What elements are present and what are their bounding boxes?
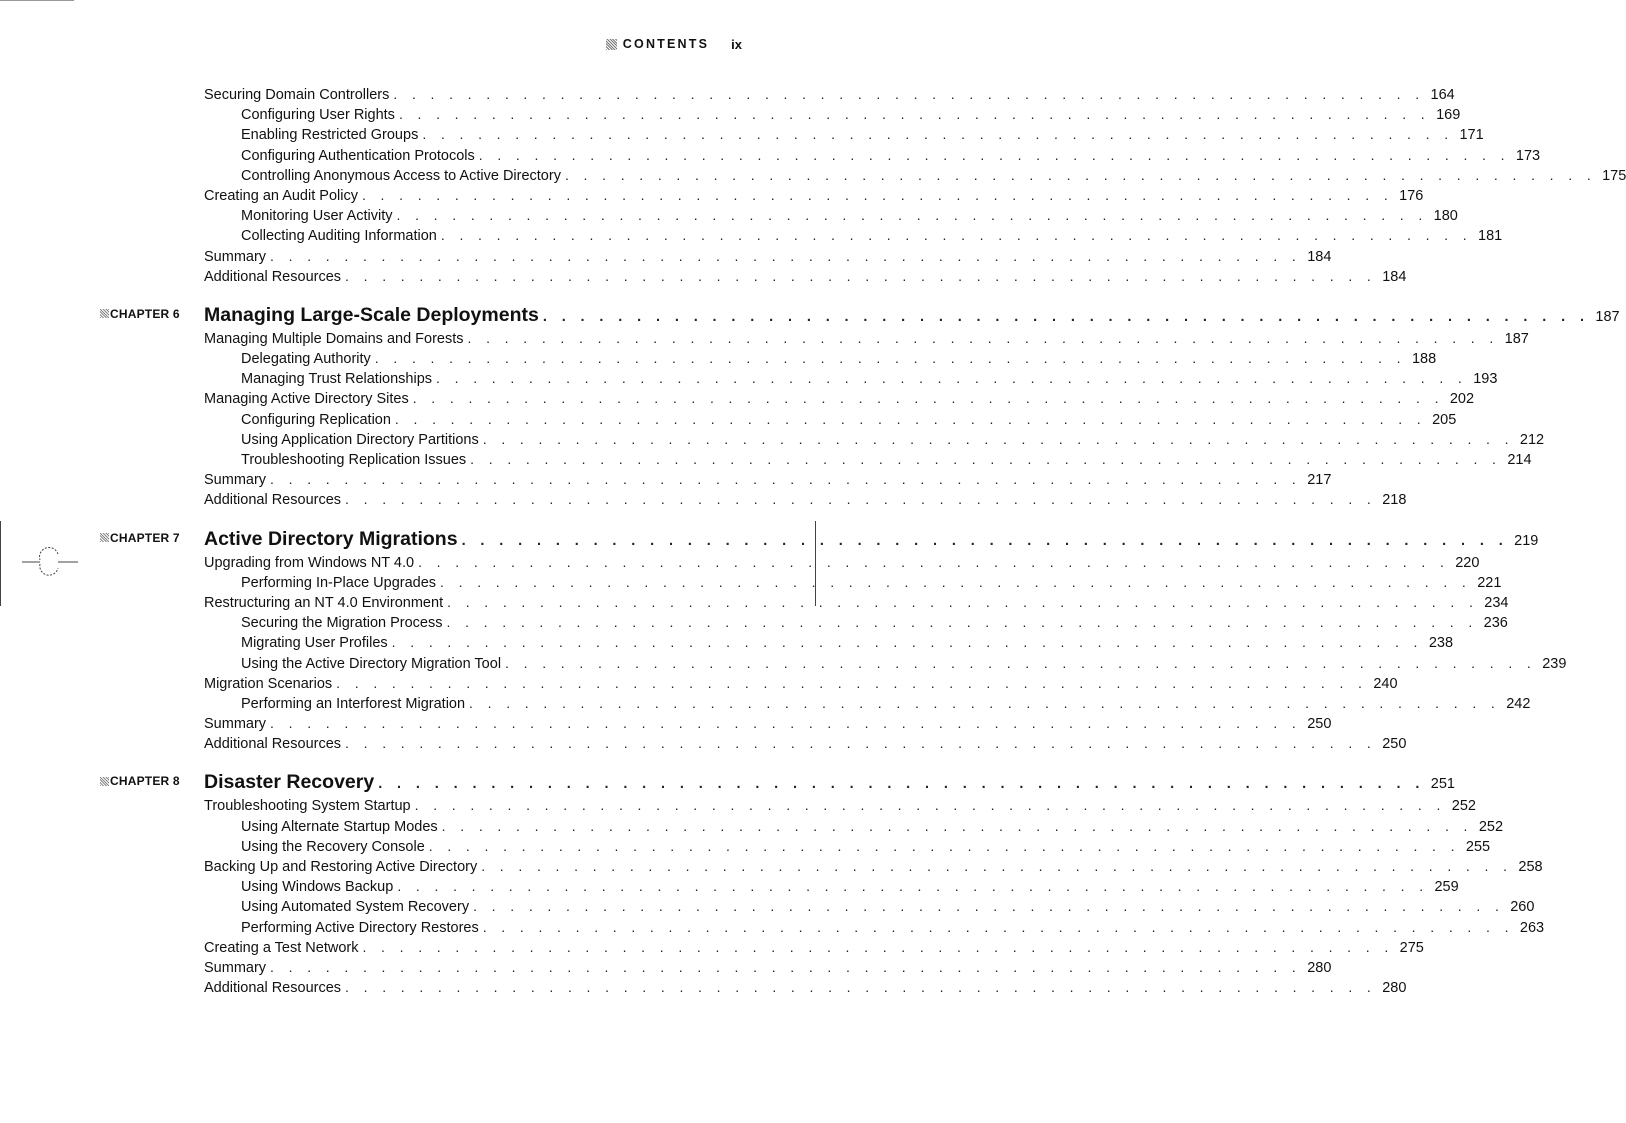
toc-page-number: 188 [1411, 351, 1437, 368]
toc-entry[interactable] [241, 225, 1503, 245]
toc-entry[interactable] [241, 816, 1504, 836]
toc-page-number: 187 [1595, 308, 1620, 325]
toc-page-number: 263 [1519, 919, 1545, 936]
section-marker-icon [606, 39, 617, 50]
leader-dots: . . . . . . . . . . . . . . . . . . . . . . . . . . . . . . . . . . . . . . . . . . . . . . . . . . . . . . . . [436, 370, 1468, 387]
toc-entry[interactable] [204, 713, 1332, 733]
chapter-label-text: CHAPTER 8 [110, 774, 180, 789]
toc-entry-title: Migrating User Profiles [241, 635, 388, 652]
toc-entry-title: Performing an Interforest Migration [241, 695, 466, 712]
toc-entry[interactable] [241, 429, 1545, 449]
toc-entry-title: Collecting Auditing Information [241, 228, 437, 245]
toc-entry[interactable] [204, 977, 1407, 997]
leader-dots: . . . . . . . . . . . . . . . . . . . . . . . . . . . . . . . . . . . . . . . . . . . . . . . . . . . . . . . . [394, 410, 1427, 427]
toc-page-number: 239 [1542, 655, 1567, 672]
toc-entry-title: Summary [204, 716, 267, 733]
leader-dots: . . . . . . . . . . . . . . . . . . . . . . . . . . . . . . . . . . . . . . . . . . . . . . . . . . . . . . . . [414, 797, 1446, 814]
toc-entry[interactable] [204, 856, 1543, 876]
leader-dots: . . . . . . . . . . . . . . . . . . . . . . . . . . . . . . . . . . . . . . . . . . . . . . . . . . . . . . . . [467, 329, 1499, 346]
toc-page-number: 260 [1510, 899, 1535, 916]
leader-dots: . . . . . . . . . . . . . . . . . . . . . . . . . . . . . . . . . . . . . . . . . . . . . . . . . . . . . . . . [447, 593, 1479, 610]
toc-entry[interactable] [241, 653, 1567, 673]
toc-entry[interactable] [241, 632, 1454, 652]
toc-entry-title: Configuring User Rights [241, 107, 395, 124]
toc-entry[interactable] [204, 733, 1407, 753]
toc-entry[interactable] [241, 693, 1531, 713]
toc-page-number: 258 [1518, 859, 1543, 875]
leader-dots: . . . . . . . . . . . . . . . . . . . . . . . . . . . . . . . . . . . . . . . . . . . . . . . . . . . . . . . . [505, 654, 1537, 671]
leader-dots: . . . . . . . . . . . . . . . . . . . . . . . . . . . . . . . . . . . . . . . . . . . . . . . . . . . . . . . . [461, 532, 1509, 549]
toc-entry[interactable] [204, 469, 1332, 489]
toc-entry[interactable] [241, 449, 1532, 469]
toc-page-number: 242 [1506, 695, 1531, 712]
toc-entry[interactable] [241, 896, 1535, 916]
leader-dots: . . . . . . . . . . . . . . . . . . . . . . . . . . . . . . . . . . . . . . . . . . . . . . . . . . . . . . . . [469, 694, 1501, 711]
toc-entry-title: Additional Resources [204, 268, 342, 285]
chapter-title-text: Managing Large-Scale Deployments [204, 303, 539, 326]
toc-entry[interactable] [204, 673, 1398, 693]
toc-page-number: 184 [1382, 268, 1407, 285]
toc-page-number: 220 [1455, 554, 1480, 571]
chapter-label-text: CHAPTER 7 [110, 530, 180, 545]
toc-entry[interactable] [204, 489, 1407, 509]
toc-entry-title: Using Windows Backup [241, 879, 394, 896]
leader-dots: . . . . . . . . . . . . . . . . . . . . . . . . . . . . . . . . . . . . . . . . . . . . . . . . . . . . . . . . [473, 898, 1505, 915]
toc-page-number: 275 [1399, 939, 1424, 956]
toc-page-number: 221 [1477, 574, 1502, 591]
leader-dots: . . . . . . . . . . . . . . . . . . . . . . . . . . . . . . . . . . . . . . . . . . . . . . . . . . . . . . . . [391, 634, 1423, 651]
toc-entry[interactable] [204, 246, 1332, 266]
toc-entry[interactable] [241, 165, 1626, 185]
page-number: ix [731, 36, 742, 52]
leader-dots: . . . . . . . . . . . . . . . . . . . . . . . . . . . . . . . . . . . . . . . . . . . . . . . . . . . . . . . . [482, 430, 1514, 447]
toc-entry-title: Securing the Migration Process [241, 615, 443, 632]
toc-page-number: 255 [1465, 838, 1491, 855]
toc-entry[interactable] [204, 328, 1529, 348]
chapter-title[interactable] [204, 302, 1620, 328]
chapter-marker-icon [100, 777, 109, 786]
toc-entry-title: Troubleshooting System Startup [204, 798, 411, 815]
chapter-title-text: Disaster Recovery [204, 771, 375, 794]
running-head [606, 36, 742, 52]
toc-page-number: 250 [1307, 716, 1332, 733]
toc-page-number: 250 [1382, 736, 1407, 753]
leader-dots: . . . . . . . . . . . . . . . . . . . . . . . . . . . . . . . . . . . . . . . . . . . . . . . . . . . . . . . . [478, 146, 1510, 163]
toc-page-number: 205 [1432, 411, 1457, 428]
leader-dots: . . . . . . . . . . . . . . . . . . . . . . . . . . . . . . . . . . . . . . . . . . . . . . . . . . . . . . . . [397, 878, 1429, 895]
toc-entry[interactable] [241, 876, 1459, 896]
toc-entry[interactable] [241, 409, 1457, 429]
leader-dots: . . . . . . . . . . . . . . . . . . . . . . . . . . . . . . . . . . . . . . . . . . . . . . . . . . . . . . . . [345, 491, 1377, 508]
leader-dots: . . . . . . . . . . . . . . . . . . . . . . . . . . . . . . . . . . . . . . . . . . . . . . . . . . . . . . . . [378, 776, 1425, 793]
corner-crop-line [0, 0, 74, 1]
toc-page-number: 236 [1483, 615, 1508, 632]
leader-dots: . . . . . . . . . . . . . . . . . . . . . . . . . . . . . . . . . . . . . . . . . . . . . . . . . . . . . . . . [481, 858, 1513, 874]
toc-page-number: 173 [1515, 147, 1541, 164]
toc-entry[interactable] [241, 205, 1458, 225]
toc-entry-title: Securing Domain Controllers [204, 87, 390, 103]
toc-entry-title: Performing Active Directory Restores [241, 919, 479, 936]
toc-page-number: 252 [1478, 818, 1504, 835]
toc-entry[interactable] [241, 612, 1508, 632]
chapter-marker-icon [100, 309, 109, 318]
toc-entry[interactable] [204, 592, 1509, 612]
toc-entry[interactable] [204, 795, 1476, 815]
toc-section [0, 302, 1620, 510]
toc-page-number: 184 [1307, 248, 1332, 265]
toc-entry-title: Troubleshooting Replication Issues [241, 452, 467, 468]
toc-entry[interactable] [204, 937, 1424, 957]
leader-dots: . . . . . . . . . . . . . . . . . . . . . . . . . . . . . . . . . . . . . . . . . . . . . . . . . . . . . . . . [345, 979, 1377, 996]
leader-dots: . . . . . . . . . . . . . . . . . . . . . . . . . . . . . . . . . . . . . . . . . . . . . . . . . . . . . . . . [396, 207, 1428, 224]
toc-page-number: 187 [1504, 330, 1529, 347]
toc-entry[interactable] [241, 368, 1498, 388]
toc-page-number: 259 [1434, 879, 1459, 896]
toc-entry-title: Using the Active Directory Migration Tool [241, 655, 502, 672]
leader-dots: . . . . . . . . . . . . . . . . . . . . . . . . . . . . . . . . . . . . . . . . . . . . . . . . . . . . . . . . [412, 390, 1444, 407]
leader-dots: . . . . . . . . . . . . . . . . . . . . . . . . . . . . . . . . . . . . . . . . . . . . . . . . . . . . . . . . [470, 451, 1502, 467]
toc-entry[interactable] [241, 572, 1502, 592]
table-of-contents [0, 84, 1626, 997]
toc-page-number: 202 [1449, 391, 1475, 408]
toc-entry[interactable] [204, 957, 1332, 977]
toc-entry-title: Creating a Test Network [204, 939, 359, 956]
toc-entry[interactable] [204, 388, 1475, 408]
toc-entry[interactable] [241, 836, 1491, 856]
toc-page-number: 280 [1382, 980, 1407, 997]
toc-page-number: 219 [1514, 532, 1539, 549]
toc-entry-title: Backing Up and Restoring Active Directory [204, 859, 478, 875]
toc-page-number: 218 [1382, 492, 1407, 509]
toc-page-number: 164 [1430, 87, 1455, 103]
toc-entry-title: Restructuring an NT 4.0 Environment [204, 594, 444, 611]
toc-page-number: 176 [1399, 187, 1424, 204]
leader-dots: . . . . . . . . . . . . . . . . . . . . . . . . . . . . . . . . . . . . . . . . . . . . . . . . . . . . . . . . [270, 958, 1302, 975]
toc-entry-title: Using the Recovery Console [241, 838, 425, 855]
toc-entry-title: Using Alternate Startup Modes [241, 818, 438, 835]
leader-dots: . . . . . . . . . . . . . . . . . . . . . . . . . . . . . . . . . . . . . . . . . . . . . . . . . . . . . . . . [270, 471, 1302, 488]
toc-page-number: 234 [1484, 594, 1509, 611]
chapter-label [100, 307, 204, 321]
toc-entry-title: Summary [204, 472, 267, 489]
toc-entry[interactable] [204, 185, 1424, 205]
toc-entry-title: Summary [204, 248, 267, 265]
toc-entry-title: Using Automated System Recovery [241, 899, 470, 916]
leader-dots: . . . . . . . . . . . . . . . . . . . . . . . . . . . . . . . . . . . . . . . . . . . . . . . . . . . . . . . . [361, 186, 1394, 203]
leader-dots: . . . . . . . . . . . . . . . . . . . . . . . . . . . . . . . . . . . . . . . . . . . . . . . . . . . . . . . . [482, 918, 1514, 935]
toc-page-number: 251 [1430, 776, 1455, 793]
leader-dots: . . . . . . . . . . . . . . . . . . . . . . . . . . . . . . . . . . . . . . . . . . . . . . . . . . . . . . . . [422, 126, 1454, 143]
chapter-title[interactable] [204, 769, 1455, 795]
toc-section [0, 526, 1567, 754]
leader-dots: . . . . . . . . . . . . . . . . . . . . . . . . . . . . . . . . . . . . . . . . . . . . . . . . . . . . . . . . [374, 350, 1406, 367]
toc-entry-title: Managing Active Directory Sites [204, 391, 409, 408]
leader-dots: . . . . . . . . . . . . . . . . . . . . . . . . . . . . . . . . . . . . . . . . . . . . . . . . . . . . . . . . [398, 106, 1431, 123]
toc-entry-title: Controlling Anonymous Access to Active Directory [241, 167, 561, 184]
leader-dots: . . . . . . . . . . . . . . . . . . . . . . . . . . . . . . . . . . . . . . . . . . . . . . . . . . . . . . . . [428, 837, 1460, 854]
leader-dots: . . . . . . . . . . . . . . . . . . . . . . . . . . . . . . . . . . . . . . . . . . . . . . . . . . . . . . . . [564, 166, 1597, 183]
toc-page-number: 175 [1602, 167, 1626, 184]
leader-dots: . . . . . . . . . . . . . . . . . . . . . . . . . . . . . . . . . . . . . . . . . . . . . . . . . . . . . . . . [336, 674, 1368, 691]
toc-page-number: 169 [1436, 107, 1461, 124]
toc-entry-title: Enabling Restricted Groups [241, 127, 419, 144]
chapter-label [100, 774, 204, 788]
toc-entry[interactable] [241, 124, 1484, 144]
leader-dots: . . . . . . . . . . . . . . . . . . . . . . . . . . . . . . . . . . . . . . . . . . . . . . . . . . . . . . . . [542, 308, 1590, 325]
leader-dots: . . . . . . . . . . . . . . . . . . . . . . . . . . . . . . . . . . . . . . . . . . . . . . . . . . . . . . . . [446, 614, 1478, 631]
toc-page-number: 252 [1451, 798, 1476, 815]
toc-page-number: 238 [1428, 635, 1454, 652]
toc-page-number: 212 [1519, 431, 1545, 448]
toc-page-number: 280 [1307, 959, 1332, 976]
toc-entry-title: Migration Scenarios [204, 675, 333, 692]
leader-dots: . . . . . . . . . . . . . . . . . . . . . . . . . . . . . . . . . . . . . . . . . . . . . . . . . . . . . . . . [345, 267, 1377, 284]
leader-dots: . . . . . . . . . . . . . . . . . . . . . . . . . . . . . . . . . . . . . . . . . . . . . . . . . . . . . . . . [418, 553, 1450, 570]
chapter-title[interactable] [204, 526, 1539, 552]
toc-entry-title: Using Application Directory Partitions [241, 431, 479, 448]
toc-section [0, 84, 1626, 286]
toc-page-number: 171 [1459, 127, 1484, 144]
leader-dots: . . . . . . . . . . . . . . . . . . . . . . . . . . . . . . . . . . . . . . . . . . . . . . . . . . . . . . . . [441, 817, 1473, 834]
toc-entry-title: Managing Multiple Domains and Forests [204, 330, 464, 347]
toc-entry[interactable] [204, 266, 1407, 286]
chapter-marker-icon [100, 533, 109, 542]
leader-dots: . . . . . . . . . . . . . . . . . . . . . . . . . . . . . . . . . . . . . . . . . . . . . . . . . . . . . . . . [270, 715, 1302, 732]
toc-entry[interactable] [241, 104, 1461, 124]
toc-entry-title: Configuring Authentication Protocols [241, 147, 475, 164]
toc-entry[interactable] [241, 145, 1541, 165]
toc-entry-title: Monitoring User Activity [241, 208, 393, 225]
toc-entry-title: Managing Trust Relationships [241, 371, 433, 388]
toc-entry-title: Upgrading from Windows NT 4.0 [204, 554, 415, 571]
toc-entry[interactable] [241, 348, 1437, 368]
toc-entry[interactable] [204, 84, 1455, 104]
toc-entry-title: Performing In-Place Upgrades [241, 574, 437, 591]
toc-page-number: 214 [1507, 452, 1532, 468]
chapter-label-text: CHAPTER 6 [110, 306, 180, 321]
toc-page-number: 193 [1473, 371, 1498, 388]
toc-entry[interactable] [241, 917, 1545, 937]
leader-dots: . . . . . . . . . . . . . . . . . . . . . . . . . . . . . . . . . . . . . . . . . . . . . . . . . . . . . . . . [440, 573, 1472, 590]
leader-dots: . . . . . . . . . . . . . . . . . . . . . . . . . . . . . . . . . . . . . . . . . . . . . . . . . . . . . . . . [362, 938, 1394, 955]
toc-page-number: 180 [1433, 208, 1458, 225]
chapter-label [100, 531, 204, 545]
toc-entry-title: Delegating Authority [241, 351, 371, 368]
leader-dots: . . . . . . . . . . . . . . . . . . . . . . . . . . . . . . . . . . . . . . . . . . . . . . . . . . . . . . . . [393, 86, 1425, 102]
toc-entry[interactable] [204, 552, 1480, 572]
toc-entry-title: Creating an Audit Policy [204, 187, 358, 204]
leader-dots: . . . . . . . . . . . . . . . . . . . . . . . . . . . . . . . . . . . . . . . . . . . . . . . . . . . . . . . . [440, 227, 1473, 244]
toc-section [0, 769, 1545, 997]
toc-entry-title: Additional Resources [204, 492, 342, 509]
chapter-title-text: Active Directory Migrations [204, 527, 458, 550]
toc-page-number: 181 [1478, 228, 1503, 245]
running-head-label: CONTENTS [622, 37, 710, 51]
toc-page-number: 240 [1373, 675, 1398, 692]
leader-dots: . . . . . . . . . . . . . . . . . . . . . . . . . . . . . . . . . . . . . . . . . . . . . . . . . . . . . . . . [270, 247, 1302, 264]
toc-entry-title: Additional Resources [204, 736, 342, 753]
toc-entry-title: Configuring Replication [241, 411, 391, 428]
toc-entry-title: Additional Resources [204, 980, 342, 997]
toc-entry-title: Summary [204, 959, 267, 976]
toc-page-number: 217 [1307, 472, 1332, 489]
leader-dots: . . . . . . . . . . . . . . . . . . . . . . . . . . . . . . . . . . . . . . . . . . . . . . . . . . . . . . . . [345, 735, 1377, 752]
